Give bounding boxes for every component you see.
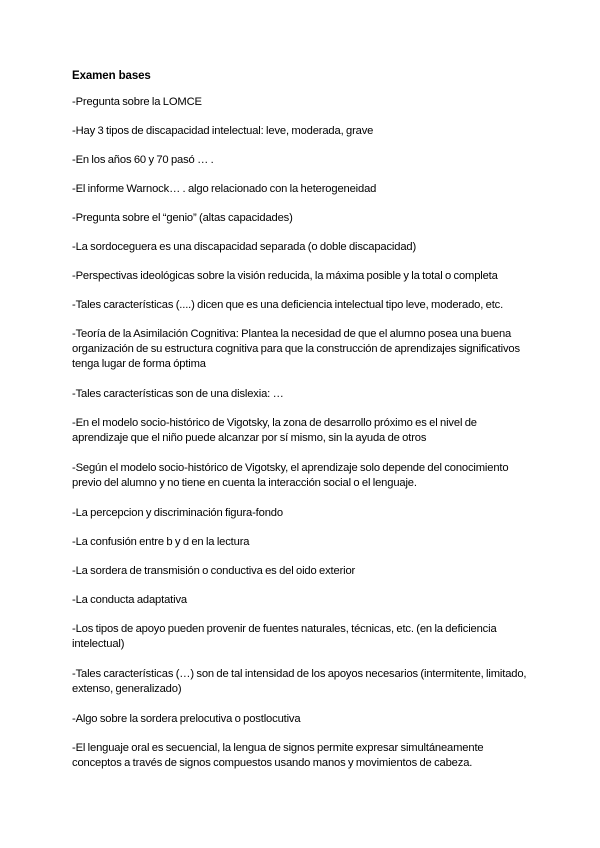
item-sordoceguera: -La sordoceguera es una discapacidad separada (o doble discapacidad)	[72, 241, 417, 253]
item-deficiencia-intelectual-tipos: -Tales características (....) dicen que es una deficiencia intelectual tipo leve, moderado, etc.	[72, 299, 504, 311]
item-confusion-b-d: -La confusión entre b y d en la lectura	[72, 536, 250, 548]
item-lengua-signos: -El lenguaje oral es secuencial, la lengua de signos permite expresar simultáneamente conceptos a través de signos compuestos usando manos y movimientos de cabeza.	[72, 742, 484, 769]
item-tipos-apoyo: -Los tipos de apoyo pueden provenir de fuentes naturales, técnicas, etc. (en la deficiencia intelectual)	[72, 623, 497, 650]
item-genio: -Pregunta sobre el “genio” (altas capacidades)	[72, 212, 293, 224]
item-asimilacion-cognitiva: -Teoría de la Asimilación Cognitiva: Plantea la necesidad de que el alumno posea una buena organización de su estructura cognitiva para que la construcción de aprendizajes significativos tenga lugar de forma óptima	[72, 328, 520, 370]
item-informe-warnock: -El informe Warnock… . algo relacionado con la heterogeneidad	[72, 183, 377, 195]
item-intensidad-apoyos: -Tales características (…) son de tal intensidad de los apoyos necesarios (intermitente, limitado, extenso, generalizado)	[72, 668, 527, 695]
item-tipos-discapacidad: -Hay 3 tipos de discapacidad intelectual: leve, moderada, grave	[72, 125, 374, 137]
item-lomce: -Pregunta sobre la LOMCE	[72, 96, 202, 108]
item-dislexia: -Tales características son de una dislexia: …	[72, 388, 284, 400]
item-sordera-transmision: -La sordera de transmisión o conductiva es del oido exterior	[72, 565, 356, 577]
item-vigotsky-aprendizaje: -Según el modelo socio-histórico de Vigotsky, el aprendizaje solo depende del conocimiento previo del alumno y no tiene en cuenta la interacción social o el lenguaje.	[72, 462, 509, 489]
item-zona-desarrollo-proximo: -En el modelo socio-histórico de Vigotsky, la zona de desarrollo próximo es el nivel de aprendizaje que el niño puede alcanzar por sí mismo, sin la ayuda de otros	[72, 417, 477, 444]
item-sordera-prelocutiva: -Algo sobre la sordera prelocutiva o postlocutiva	[72, 713, 301, 725]
item-conducta-adaptativa: -La conducta adaptativa	[72, 594, 187, 606]
document-title: Examen bases	[72, 70, 151, 82]
item-figura-fondo: -La percepcion y discriminación figura-fondo	[72, 507, 283, 519]
item-perspectivas-ideologicas: -Perspectivas ideológicas sobre la visión reducida, la máxima posible y la total o completa	[72, 270, 498, 282]
item-anos-60-70: -En los años 60 y 70 pasó … .	[72, 154, 214, 166]
